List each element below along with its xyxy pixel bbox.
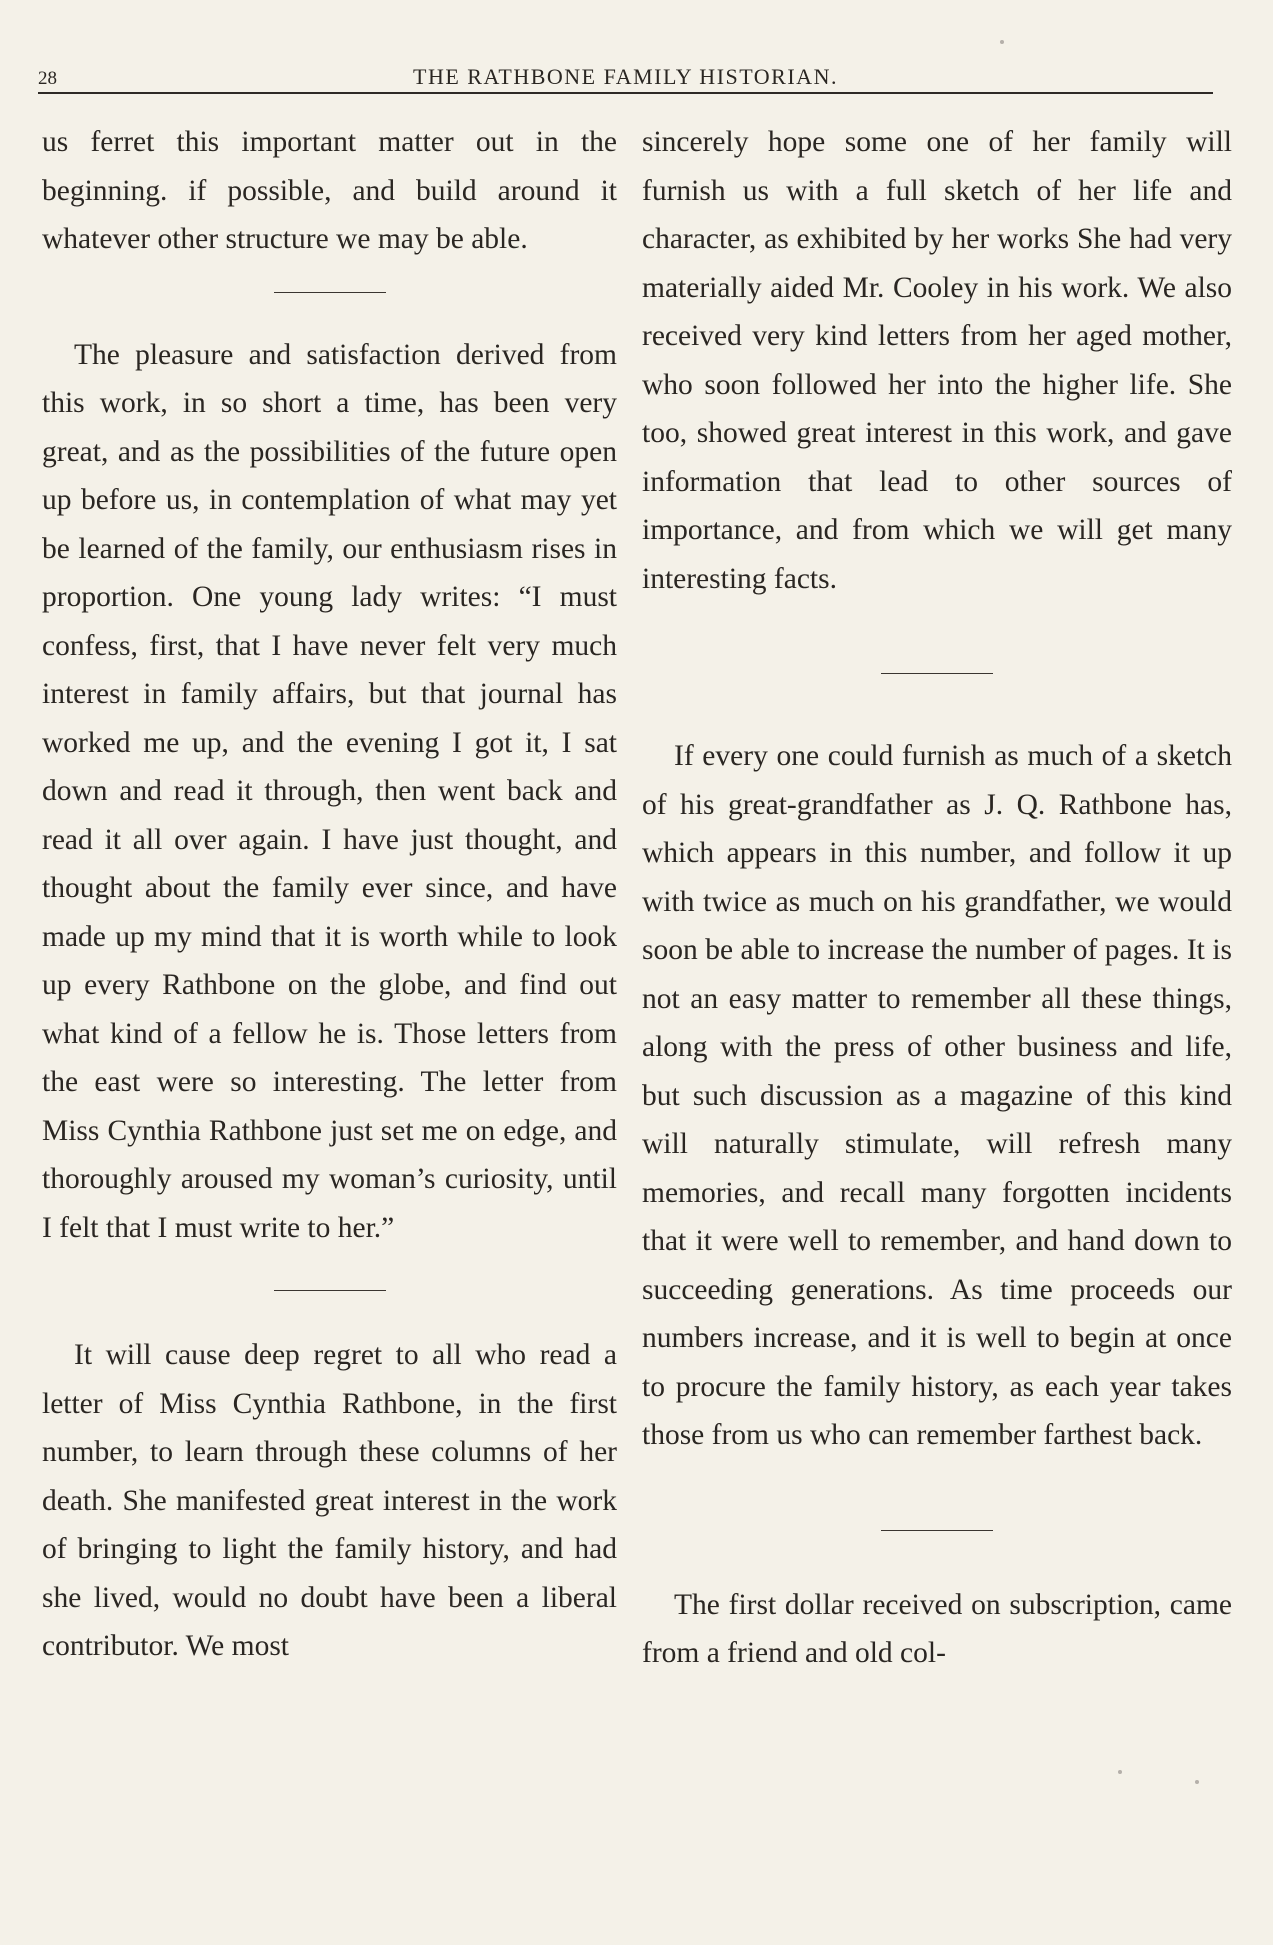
section-divider [274, 292, 386, 293]
right-column [642, 118, 1232, 1678]
paragraph-continued: sincerely hope some one of her family will furnish us with a full sketch of her life and character, as exhibited by her works She had very materially aided Mr. Cooley in his work. We also received very kind letters from her aged mother, who soon followed her into the higher life. She too, showed great interest in this work, and gave information that lead to other sources of importance, and from which we will get many interesting facts. [642, 126, 1232, 595]
page-number: 28 [38, 68, 57, 89]
paragraph-continued: us ferret this important matter out in the beginning. if possible, and build around it whatever other structure we may be able. [42, 126, 617, 255]
section-divider [881, 673, 993, 674]
paper-speck [1118, 1770, 1122, 1774]
paper-speck [1000, 40, 1004, 44]
left-column [42, 118, 617, 1671]
paragraph-enthusiasm: The pleasure and satisfaction derived from this work, in so short a time, has been very great, and as the possibilities of the future open up before us, in contemplation of what may yet be learned of the family, our enthusiasm rises in proportion. One young lady writes: “I must confess, first, that I have never felt very much interest in family affairs, but that journal has worked me up, and the evening I got it, I sat down and read it through, then went back and read it all over again. I have just thought, and thought about the family ever since, and have made up my mind that it is worth while to look up every Rathbone on the globe, and find out what kind of a fellow he is. Those letters from the east were so interesting. The letter from Miss Cynthia Rathbone just set me on edge, and thoroughly aroused my woman’s curiosity, until I felt that I must write to her.” [42, 338, 617, 1244]
section-divider [881, 1530, 993, 1531]
paper-speck [1195, 1780, 1199, 1784]
paragraph-great-grandfather: If every one could furnish as much of a sketch of his great-grandfather as J. Q. Rathbone has, which appears in this number, and follow it up with twice as much on his grandfather, we would soon be able to increase the number of pages. It is not an easy matter to remember all these things, along with the press of other business and life, but such discussion as a magazine of this kind will naturally stimulate, will refresh many memories, and recall many forgotten incidents that it were well to remember, and hand down to succeeding generations. As time proceeds our numbers increase, and it is well to begin at once to procure the family history, as each year takes those from us who can remember farthest back. [642, 740, 1232, 1451]
journal-title: THE RATHBONE FAMILY HISTORIAN. [413, 64, 838, 89]
section-divider [274, 1290, 386, 1291]
paragraph-cynthia-death: It will cause deep regret to all who read a letter of Miss Cynthia Rathbone, in the first number, to learn through these columns of her death. She manifested great interest in the work of bringing to light the family history, and had she lived, would no doubt have been a liberal contributor. We most [42, 1339, 617, 1662]
running-header [38, 60, 1213, 94]
paragraph-first-dollar: The first dollar received on subscription, came from a friend and old col- [642, 1588, 1232, 1669]
